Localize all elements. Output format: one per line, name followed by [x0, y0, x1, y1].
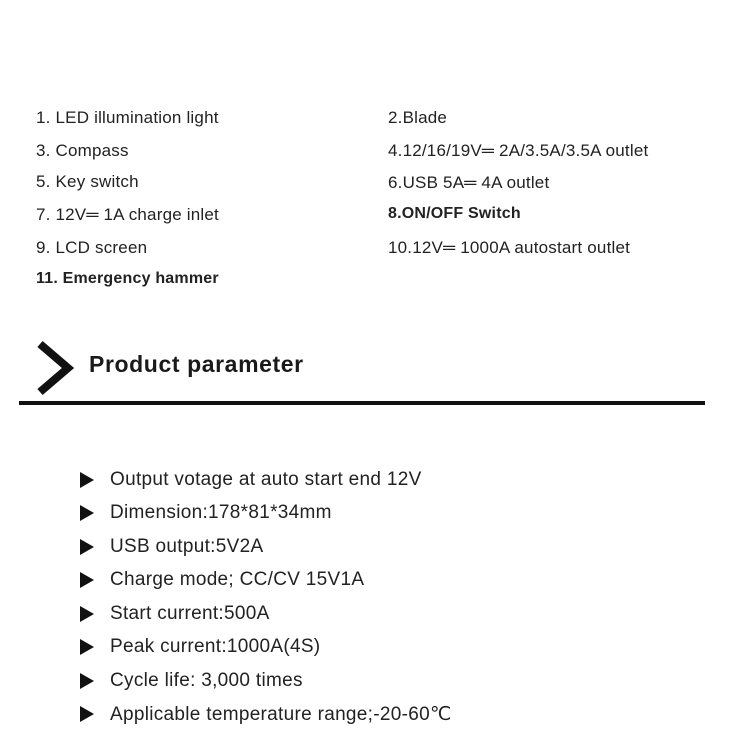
triangle-bullet-icon — [80, 572, 94, 588]
feature-item-2: 2.Blade — [388, 108, 448, 127]
parameter-text: Output votage at auto start end 12V — [110, 468, 422, 490]
feature-item-10: 10.12V═ 1000A autostart outlet — [388, 238, 631, 257]
parameter-item — [80, 597, 452, 631]
feature-item-9: 9. LCD screen — [36, 238, 148, 257]
parameter-text: Dimension:178*81*34mm — [110, 502, 332, 524]
feature-item-8: 8.ON/OFF Switch — [388, 205, 521, 222]
chevron-right-icon — [34, 338, 76, 403]
parameter-item — [80, 497, 452, 531]
triangle-bullet-icon — [80, 639, 94, 655]
feature-item-4: 4.12/16/19V═ 2A/3.5A/3.5A outlet — [388, 141, 649, 160]
parameter-item — [80, 463, 452, 497]
feature-item-3: 3. Compass — [36, 141, 129, 160]
parameter-text: Applicable temperature range;-20-60℃ — [110, 703, 452, 725]
feature-item-1: 1. LED illumination light — [36, 108, 219, 127]
parameter-item — [80, 564, 452, 598]
parameter-item — [80, 631, 452, 665]
triangle-bullet-icon — [80, 673, 94, 689]
parameter-text: Peak current:1000A(4S) — [110, 636, 321, 658]
parameter-item — [80, 698, 452, 732]
triangle-bullet-icon — [80, 606, 94, 622]
triangle-bullet-icon — [80, 472, 94, 488]
parameter-text: Charge mode; CC/CV 15V1A — [110, 569, 365, 591]
section-header — [0, 330, 750, 410]
feature-item-6: 6.USB 5A═ 4A outlet — [388, 173, 550, 192]
parameter-item — [80, 664, 452, 698]
feature-item-11: 11. Emergency hammer — [36, 270, 219, 287]
feature-item-7: 7. 12V═ 1A charge inlet — [36, 205, 219, 224]
parameter-text: Cycle life: 3,000 times — [110, 669, 303, 691]
triangle-bullet-icon — [80, 539, 94, 555]
section-title: Product parameter — [89, 351, 304, 377]
section-divider — [19, 401, 705, 405]
parameter-list — [80, 463, 452, 731]
triangle-bullet-icon — [80, 505, 94, 521]
feature-item-5: 5. Key switch — [36, 172, 139, 191]
parameter-text: USB output:5V2A — [110, 535, 264, 557]
parameter-text: Start current:500A — [110, 602, 270, 624]
triangle-bullet-icon — [80, 706, 94, 722]
parameter-item — [80, 530, 452, 564]
